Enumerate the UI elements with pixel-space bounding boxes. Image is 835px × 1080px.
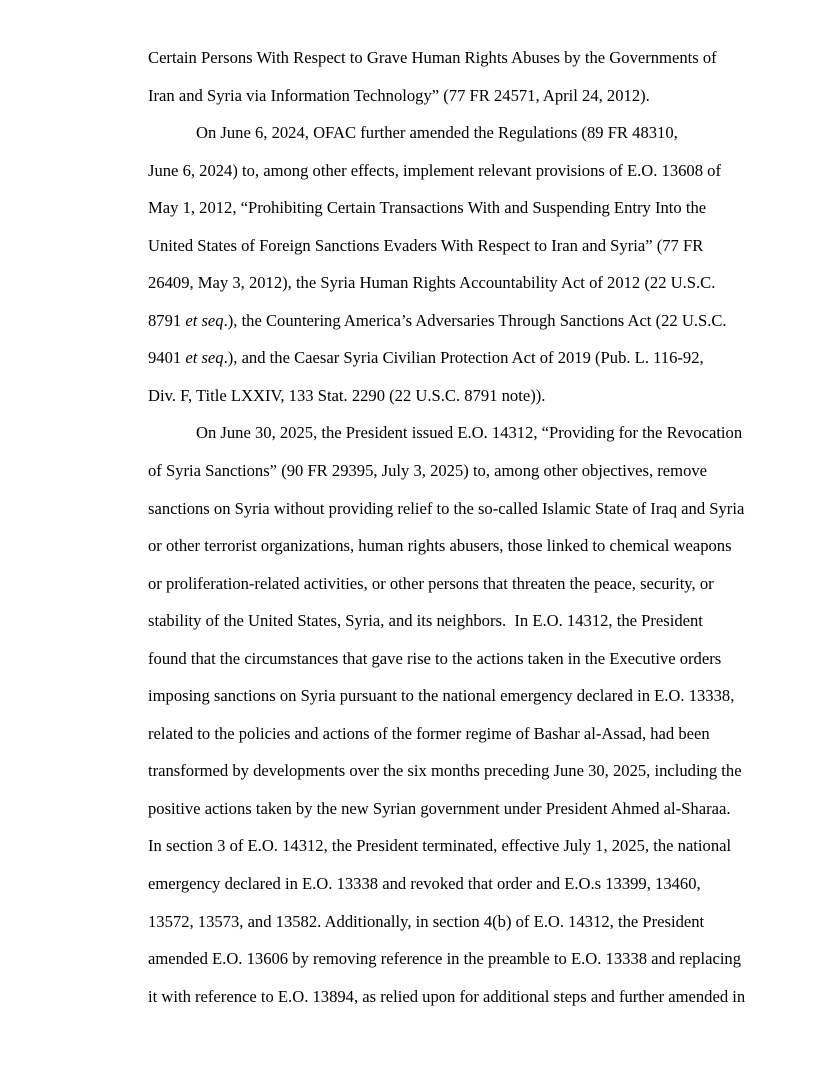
text-segment: 13572, 13573, and 13582. Additionally, in section 4(b) of E.O. 14312, the President bbox=[148, 911, 705, 931]
text-segment: of Syria Sanctions” (90 FR 29395, July 3, 2025) to, among other objectives, remove bbox=[148, 461, 708, 481]
text-segment: amended E.O. 13606 by removing reference in the preamble to E.O. 13338 and replacing bbox=[148, 949, 742, 969]
text-segment: or other terrorist organizations, human rights abusers, those linked to chemical weapons bbox=[148, 536, 732, 556]
text-segment: 8791 bbox=[148, 310, 186, 330]
text-segment: or proliferation-related activities, or other persons that threaten the peace, security, or bbox=[148, 573, 714, 593]
text-segment: transformed by developments over the six months preceding June 30, 2025, including the bbox=[148, 761, 742, 781]
text-segment: 9401 bbox=[148, 348, 186, 368]
text-segment: 26409, May 3, 2012), the Syria Human Rights Accountability Act of 2012 (22 U.S.C. bbox=[148, 273, 716, 293]
text-segment: .), and the Caesar Syria Civilian Protection Act of 2019 (Pub. L. 116-92, bbox=[223, 348, 704, 368]
text-segment: found that the circumstances that gave rise to the actions taken in the Executive orders bbox=[148, 648, 722, 668]
italic-citation-text: et seq bbox=[185, 348, 224, 368]
text-segment: On June 30, 2025, the President issued E.O. 14312, “Providing for the Revocation bbox=[196, 423, 743, 443]
text-segment: sanctions on Syria without providing relief to the so-called Islamic State of Iraq and Syria bbox=[148, 498, 745, 518]
document-line bbox=[148, 640, 788, 678]
document-line bbox=[148, 39, 788, 77]
document-line bbox=[148, 414, 788, 452]
document-line bbox=[148, 565, 788, 603]
text-segment: In section 3 of E.O. 14312, the President terminated, effective July 1, 2025, the national bbox=[148, 836, 732, 856]
document-line bbox=[148, 377, 788, 415]
document-line bbox=[148, 490, 788, 528]
document-line bbox=[148, 189, 788, 227]
document-line bbox=[148, 302, 788, 340]
italic-citation-text: et seq bbox=[185, 310, 224, 330]
document-text bbox=[148, 39, 788, 1015]
document-line bbox=[148, 339, 788, 377]
document-line bbox=[148, 114, 788, 152]
document-line bbox=[148, 677, 788, 715]
document-line bbox=[148, 152, 788, 190]
document-line bbox=[148, 264, 788, 302]
text-segment: United States of Foreign Sanctions Evaders With Respect to Iran and Syria” (77 FR bbox=[148, 235, 704, 255]
document-line bbox=[148, 865, 788, 903]
text-segment: Div. F, Title LXXIV, 133 Stat. 2290 (22 U.S.C. 8791 note)). bbox=[148, 385, 546, 405]
document-line bbox=[148, 227, 788, 265]
text-segment: Certain Persons With Respect to Grave Human Rights Abuses by the Governments of bbox=[148, 48, 717, 67]
document-line bbox=[148, 527, 788, 565]
document-line bbox=[148, 903, 788, 941]
document-line bbox=[148, 715, 788, 753]
document-line bbox=[148, 752, 788, 790]
document-line bbox=[148, 827, 788, 865]
document-line bbox=[148, 77, 788, 115]
text-segment: emergency declared in E.O. 13338 and revoked that order and E.O.s 13399, 13460, bbox=[148, 874, 701, 894]
text-segment: June 6, 2024) to, among other effects, implement relevant provisions of E.O. 13608 of bbox=[148, 160, 721, 180]
document-line bbox=[148, 978, 788, 1016]
text-segment: May 1, 2012, “Prohibiting Certain Transactions With and Suspending Entry Into the bbox=[148, 198, 707, 218]
text-segment: positive actions taken by the new Syrian government under President Ahmed al-Sharaa. bbox=[148, 798, 731, 818]
text-segment: stability of the United States, Syria, and its neighbors. In E.O. 14312, the President bbox=[148, 611, 703, 631]
document-line bbox=[148, 452, 788, 490]
document-line bbox=[148, 602, 788, 640]
text-segment: it with reference to E.O. 13894, as relied upon for additional steps and further amended in bbox=[148, 986, 746, 1006]
document-line bbox=[148, 790, 788, 828]
text-segment: On June 6, 2024, OFAC further amended the Regulations (89 FR 48310, bbox=[196, 123, 678, 143]
document-line bbox=[148, 940, 788, 978]
text-segment: related to the policies and actions of the former regime of Bashar al-Assad, had been bbox=[148, 723, 710, 743]
text-segment: Iran and Syria via Information Technology” (77 FR 24571, April 24, 2012). bbox=[148, 85, 650, 105]
text-segment: imposing sanctions on Syria pursuant to the national emergency declared in E.O. 13338, bbox=[148, 686, 735, 706]
text-segment: .), the Countering America’s Adversaries Through Sanctions Act (22 U.S.C. bbox=[223, 310, 727, 330]
